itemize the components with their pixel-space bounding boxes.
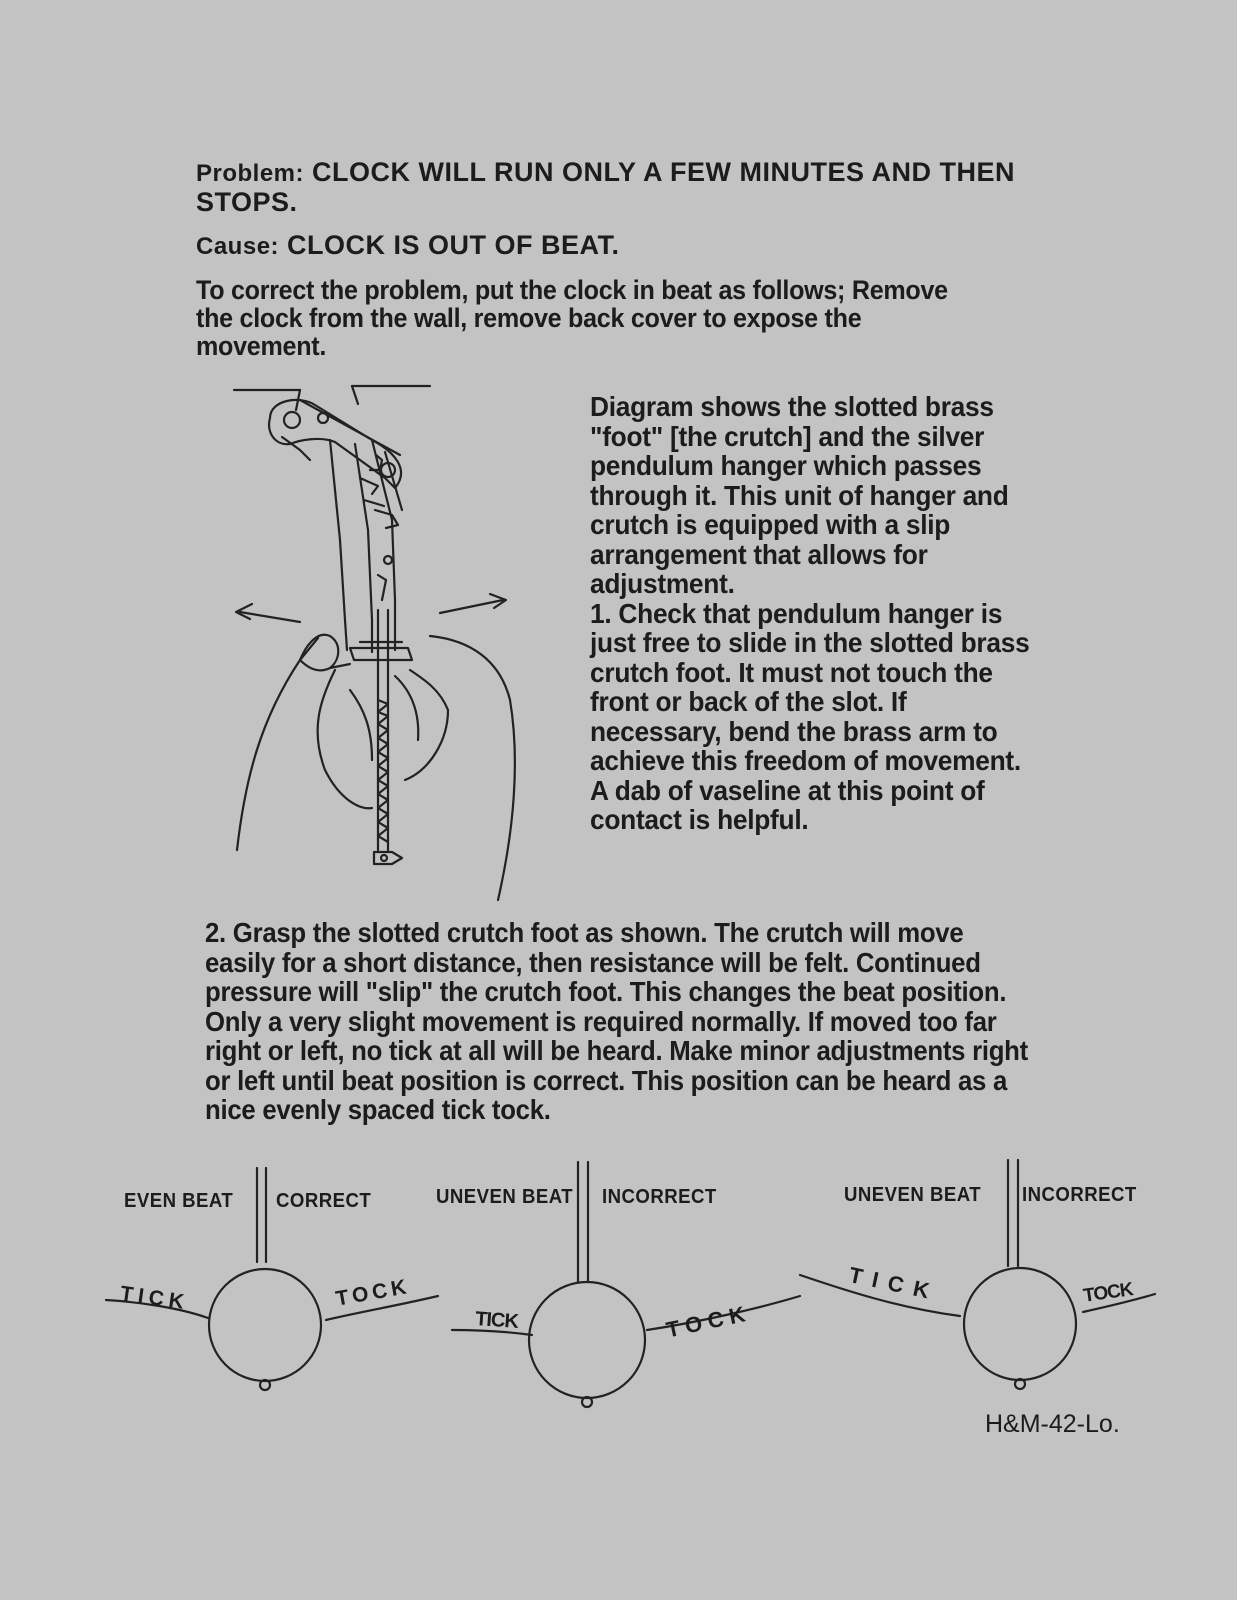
beat-1-left-label: EVEN BEAT (124, 1190, 234, 1212)
beat-2-right-label: INCORRECT (602, 1186, 717, 1208)
document-code: H&M-42-Lo. (985, 1410, 1120, 1438)
beat-2-tock: TOCK (664, 1300, 754, 1343)
beat-2-left-label: UNEVEN BEAT (436, 1186, 574, 1208)
cause-label: Cause: (196, 233, 280, 260)
diagram-description: Diagram shows the slotted brass "foot" [the crutch] and the silver pendulum hanger which passes through it. This unit of hanger and crutch is equipped with a slip arrangement that allows for adjustment. (590, 391, 1009, 599)
step-1-text: 1. Check that pendulum hanger is just free to slide in the slotted brass crutch foot. It must not touch the front or back of the slot. If necessary, bend the brass arm to achieve this freedom of movement. A dab of vaseline at this point of contact is helpful. (590, 597, 1030, 835)
beat-1-tock: TOCK (334, 1274, 412, 1311)
problem-label: Problem: (196, 160, 305, 187)
beat-1-tick: TICK (118, 1282, 191, 1315)
cause-text: CLOCK IS OUT OF BEAT. (287, 230, 620, 260)
problem-text: CLOCK WILL RUN ONLY A FEW MINUTES AND THEN STOPS. (196, 157, 1016, 217)
beat-1-right-label: CORRECT (276, 1190, 372, 1212)
intro-text: To correct the problem, put the clock in beat as follows; Remove the clock from the wall, remove back cover to expose the movement. (196, 275, 948, 361)
step-2-text: 2. Grasp the slotted crutch foot as shown. The crutch will move easily for a short distance, then resistance will be felt. Continued pressure will "slip" the crutch foot. This changes the beat position. Only a very slight movement is required normally. If moved too far right or left, no tick at all will be heard. Make minor adjustments right or left until beat position is correct. This position can be heard as a nice evenly spaced tick tock. (205, 917, 1028, 1125)
beat-3-right-label: INCORRECT (1022, 1184, 1137, 1206)
beat-3-tick: TICK (846, 1262, 942, 1306)
beat-2-tick: TICK (474, 1308, 519, 1333)
step-2-paragraph (205, 918, 1033, 1125)
beat-3-tock: TOCK (1082, 1279, 1134, 1307)
beat-3-left-label: UNEVEN BEAT (844, 1184, 982, 1206)
diagram-explanation (590, 392, 1034, 835)
